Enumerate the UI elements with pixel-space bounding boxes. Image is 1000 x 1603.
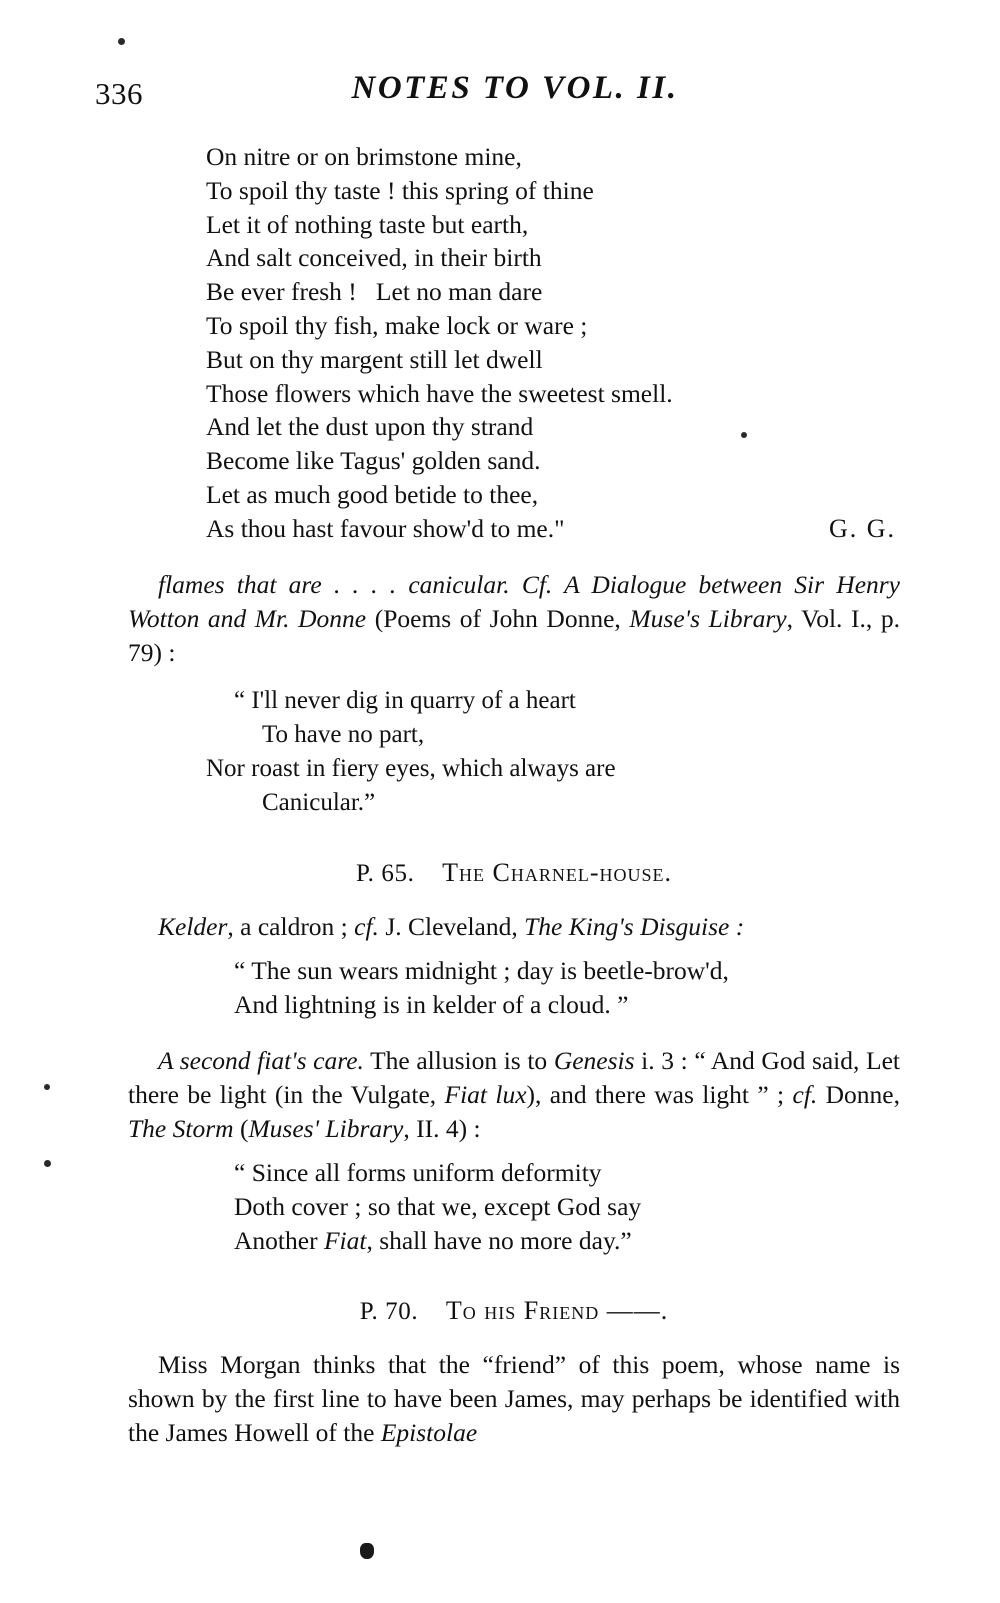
verse-line: And salt conceived, in their birth: [206, 243, 542, 273]
verse-block-1: [128, 140, 900, 546]
verse-line: But on thy margent still let dwell: [206, 344, 543, 374]
note-lemma: Kelder: [158, 911, 228, 941]
quote-line: “ I'll never dig in quarry of a heart: [234, 686, 576, 714]
section-page-ref: P. 65.: [355, 859, 415, 887]
verse-line: Become like Tagus' golden sand.: [206, 446, 541, 476]
note-text: J. Cleveland,: [378, 911, 525, 941]
verse-line: Let as much good betide to thee,: [206, 479, 539, 509]
verse-signature: G. G.: [828, 513, 896, 543]
note-text-tail: , Vol. I., p. 79) :: [128, 603, 900, 667]
note-text: (: [233, 1113, 249, 1143]
note-text: Miss Morgan thinks that the “friend” of this poem, whose name is shown by the first line to have been James, may perhaps be identified with the James Howell of the: [128, 1349, 900, 1447]
note-work-title: The King's Disguise :: [524, 911, 745, 941]
section-heading-2: [128, 1296, 900, 1326]
quote-line: “ The sun wears midnight ; day is beetle-brow'd,: [234, 955, 729, 985]
note-lemma: flames that are . . . . canicular.: [158, 569, 510, 599]
section-heading-1: [128, 858, 900, 888]
verse-line: On nitre or on brimstone mine,: [206, 142, 522, 171]
quote-line: Canicular.”: [262, 788, 376, 816]
quote-line: “ Since all forms uniform deformity: [234, 1157, 602, 1187]
note-genesis-ref: Genesis: [553, 1045, 635, 1075]
note-text: i. 3 : “ And God said, Let there be light (in the Vulgate,: [128, 1045, 900, 1109]
note-paragraph-4: [128, 1348, 900, 1450]
section-title: The Charnel-house.: [442, 857, 673, 887]
note-paragraph-3: [128, 1044, 900, 1146]
page-speck: [118, 38, 125, 45]
note-cf: cf.: [354, 911, 379, 941]
note-fiat-lux: Fiat lux: [444, 1079, 527, 1109]
verse-line: And let the dust upon thy strand: [206, 412, 534, 442]
quote-line: Nor roast in fiery eyes, which always are: [206, 754, 616, 782]
note-paragraph-1: [128, 568, 900, 670]
note-text: , II. 4) :: [403, 1113, 481, 1143]
verse-line: To spoil thy taste ! this spring of thine: [206, 175, 594, 205]
quote-block-2: [128, 954, 900, 1022]
verse-line: To spoil thy fish, make lock or ware ;: [206, 310, 588, 340]
section-title: To his Friend ——.: [445, 1295, 669, 1325]
page-speck: [44, 1084, 50, 1090]
note-cf: cf.: [792, 1079, 818, 1109]
note-muses-library: Muses' Library: [248, 1113, 404, 1143]
note-text: The allusion is to: [363, 1045, 554, 1075]
verse-line: Be ever fresh ! Let no man dare: [206, 277, 543, 307]
quote-block-1: [128, 684, 900, 820]
quote-italic-word: Fiat: [323, 1225, 367, 1255]
verse-line: Those flowers which have the sweetest smell.: [206, 378, 673, 408]
section-page-ref: P. 70.: [359, 1297, 419, 1325]
note-epistolae: Epistolae: [380, 1417, 478, 1447]
page-footer-mark: [360, 1543, 374, 1559]
page-number: 336: [95, 76, 143, 111]
quote-block-3: [128, 1156, 900, 1258]
note-text: ), and there was light ” ;: [526, 1079, 793, 1109]
page-header: [95, 70, 905, 116]
note-text: (Poems of John Donne,: [366, 603, 630, 633]
quote-line: And lightning is in kelder of a cloud. ”: [234, 989, 629, 1019]
verse-line: Let it of nothing taste but earth,: [206, 209, 529, 239]
note-storm-title: The Storm: [128, 1113, 234, 1143]
verse-line: As thou hast favour show'd to me.": [206, 513, 565, 543]
quote-line: Doth cover ; so that we, except God say: [234, 1191, 642, 1221]
note-text: Donne,: [817, 1079, 900, 1109]
note-reference-title: Cf. A Dialogue between Sir Henry Wotton and Mr. Donne: [128, 569, 901, 633]
note-work-title: Muse's Library: [629, 603, 787, 633]
note-lemma: A second fiat's care.: [158, 1045, 364, 1075]
quote-line: To have no part,: [262, 720, 425, 748]
running-head: NOTES TO VOL. II.: [351, 70, 679, 106]
page-content: [128, 140, 900, 1450]
page-speck: [44, 1160, 51, 1167]
note-paragraph-2: [128, 910, 900, 944]
note-text: , a caldron ;: [227, 911, 355, 941]
quote-line: Another Fiat, shall have no more day.”: [234, 1225, 632, 1255]
